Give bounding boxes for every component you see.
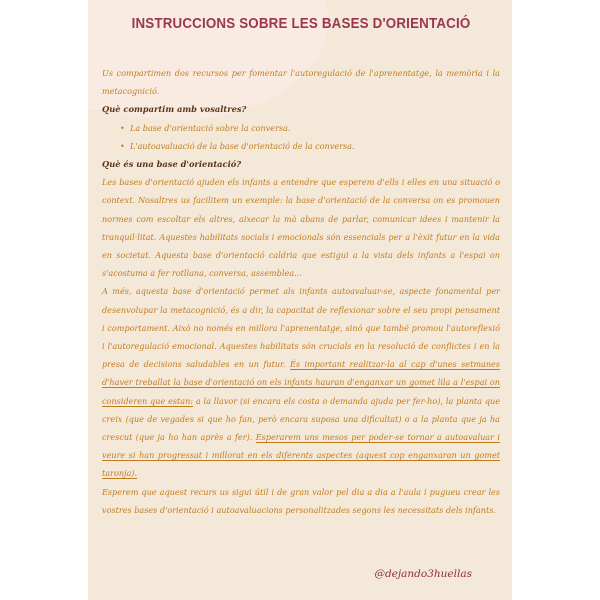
paragraph <box>102 282 500 482</box>
intro-paragraph: Us compartimen dos recursos per fomentar l'autoregulació de l'aprenentatge, la memòria i la metacognició. <box>102 68 500 97</box>
paragraph-text: a la llavor (si encara els costa o demanda ajuda per fer-ho), la planta que creix (que de vegades si que ho fan, però encara suposa una dificultat) o a la planta que ja ha crescut (que ja ho han après a fer). <box>102 395 501 443</box>
paragraph-text: A més, aquesta base d'orientació permet als infants autoavaluar-se, aspecte fonamental per desenvolupar la metacognició, és a dir, la capacitat de reflexionar sobre el seu propi pensament i comportament. Això no només en millora l'aprenentatge, sinó que també promou l'autoreflexió i l'autoregulació emocional. Aquestes habilitats són crucials en la resolució de conflictes i en la presa de decisions saludables en un futur. <box>102 286 500 370</box>
section-heading: Què compartim amb vosaltres? <box>102 104 247 115</box>
document-content <box>88 14 512 519</box>
list-item: • L'autoavaluació de la base d'orientació de la conversa. <box>120 137 500 155</box>
document-page <box>88 0 512 600</box>
document-body <box>102 64 500 519</box>
page-title: INSTRUCCIONS SOBRE LES BASES D'ORIENTACIÓ <box>131 16 471 32</box>
underlined-instruction: És important realitzar-la al cap d'unes setmanes d'haver treballat la base d'orientació on els infants hauran d'enganxar un gomet lila a l'espai on consideren que estan: <box>102 359 500 406</box>
list-item: • La base d'orientació sobre la conversa. <box>120 119 500 137</box>
underlined-instruction: Esperarem uns mesos per poder-se tornar a autoavaluar i veure si han progressat i millorat en els diferents aspectes (aquest cop enganxaran un gomet taronja). <box>102 432 501 479</box>
resource-list <box>102 119 500 155</box>
paragraph: Les bases d'orientació ajuden els infants a entendre que esperem d'ells i elles en una situació o context. Nosaltres us facilitem un exemple: la base d'orientació de la conversa on es promouen normes com escoltar els altres, aixecar la mà abans de parlar, comunicar idees i mantenir la tranquil·litat. Aquestes habilitats socials i emocionals són essencials per a l'èxit futur en la vida en societat. Aquesta base d'orientació caldria que estigui a la vista dels infants a l'espai on s'acostuma a fer rotllana, conversa, assemblea... <box>102 177 500 279</box>
closing-paragraph: Esperem que aquest recurs us sigui útil i de gran valor pel dia a dia a l'aula i pugueu crear les vostres bases d'orientació i autoavaluacions personalitzades segons les necessitats dels infants. <box>102 486 500 515</box>
author-signature: @dejando3huellas <box>374 568 472 580</box>
section-heading: Què és una base d'orientació? <box>102 159 242 170</box>
